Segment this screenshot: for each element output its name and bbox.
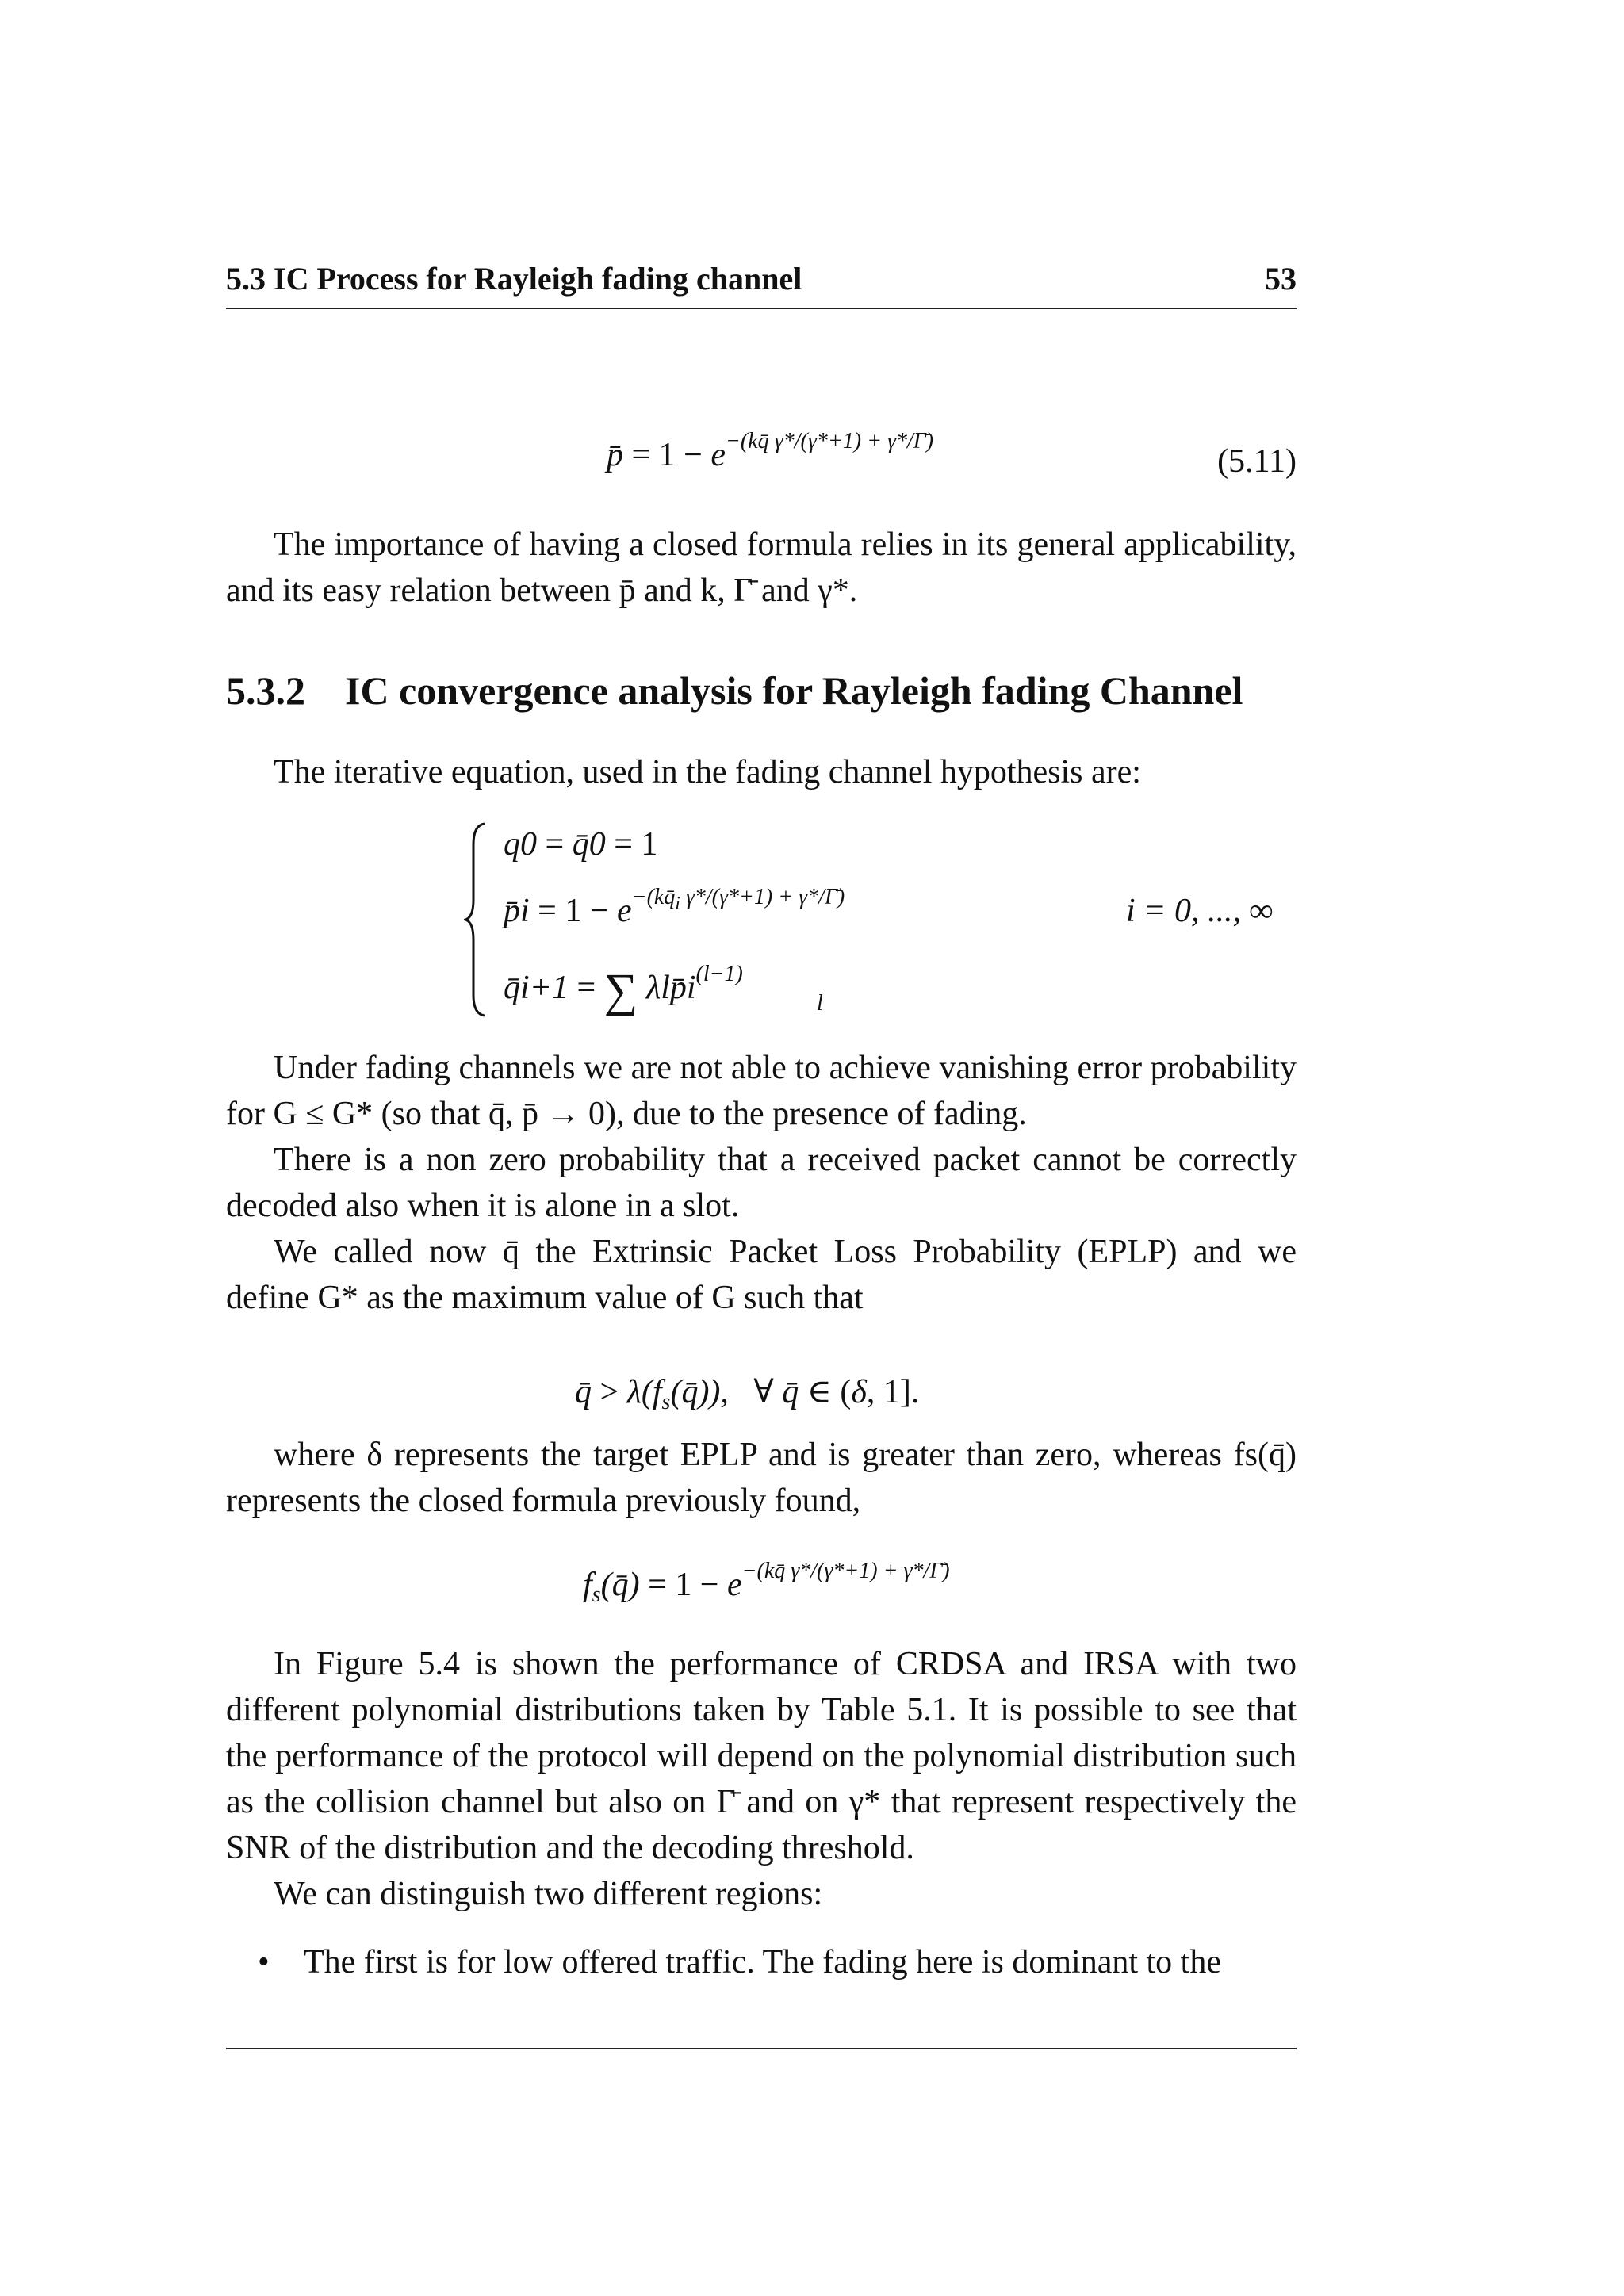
iteration-range: i = 0, ..., ∞ [1126,893,1274,929]
paragraph-fading-channels: Under fading channels we are not able to achieve vanishing error probability for G ≤ G* (so that q̄, p̄ → 0), due to the presence of fading. [226,1050,1297,1132]
list-item-text: The first is for low offered traffic. The fading here is dominant to the [304,1944,1221,1980]
equation-fs: fs(q̄) = $1 - e^{-(kq̄ \gamma*/(\gamma*+1) + \gamma*/\Gammā)}$ [583,1559,950,1607]
equation-condition: q̄ > λ(fs(q̄)), ∀ q̄ ∈ (δ, 1]. [575,1374,920,1414]
paragraph-delta: where δ represents the target EPLP and is greater than zero, whereas fs(q̄) represents the closed formula previously found, [226,1437,1297,1519]
page-number: 53 [1265,261,1297,297]
running-head-title: 5.3 IC Process for Rayleigh fading channel [226,261,802,297]
equation-row-p: p̄i = $1 - e^{-(kq̄_i \gamma*/(\gamma*+1) + \gamma*/\Gammā)}$ [504,885,845,929]
paragraph-eplp: We called now q̄ the Extrinsic Packet Loss Probability (EPLP) and we define G* as the maximum value of G such that [226,1234,1297,1316]
bullet-icon: • [258,1944,270,1980]
sum-index: l [817,991,823,1016]
running-head [226,260,1297,309]
equation-number: (5.11) [1217,443,1297,480]
equation-row-initial: q0 = q̄0 = 1 [504,826,658,863]
page [226,0,1297,2296]
paragraph-regions: We can distinguish two different regions: [274,1876,823,1912]
paragraph-figure: In Figure 5.4 is shown the performance of CRDSA and IRSA with two different polynomial distributions taken by Table 5.1. It is possible to see that the performance of the protocol will depend on the polynomial distribution such as the collision channel but also on Γ̄ and on γ* that represent respectively the SNR of the distribution and the decoding threshold. [226,1646,1297,1866]
equation-5-11: p̄ = $1 - e^{-(kq̄ \gamma*/(\gamma*+1) + \gamma*/\Gammā)}$ [607,429,934,473]
paragraph-non-zero: There is a non zero probability that a received packet cannot be correctly decoded also when it is alone in a slot. [226,1142,1297,1224]
section-number: 5.3.2 [226,668,305,713]
paragraph-iterative-intro: The iterative equation, used in the fading channel hypothesis are: [274,754,1141,790]
footer-rule [226,2048,1297,2049]
section-title: IC convergence analysis for Rayleigh fading Channel [345,668,1243,713]
section-heading [226,668,1243,714]
left-brace-icon [464,821,488,1019]
equation-system [464,821,1320,1027]
paragraph-importance: The importance of having a closed formula relies in its general applicability, and its easy relation between p̄ and k, Γ̄ and γ*. [226,526,1297,609]
equation-row-q: q̄i+1 = ∑ $\lambda lp̄i^{(l-1)}$ [504,962,743,1016]
